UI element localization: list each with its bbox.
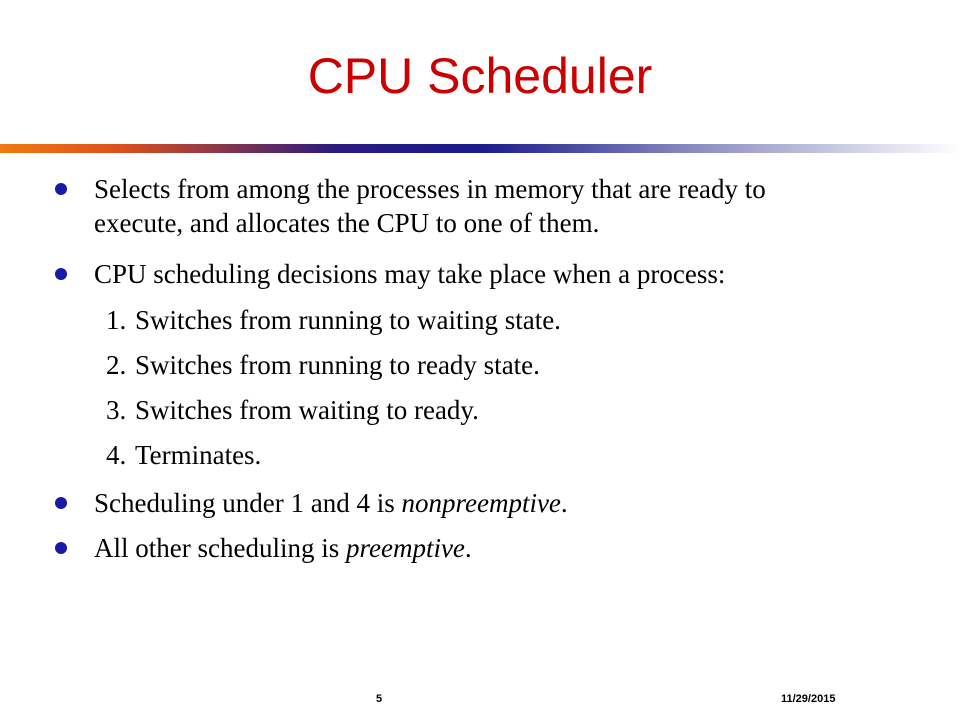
- numbered-item-number: 2.: [106, 350, 127, 380]
- slide-title: CPU Scheduler: [307, 48, 653, 104]
- numbered-item: [106, 302, 906, 339]
- numbered-item: [106, 437, 906, 474]
- bullet-text-line: Selects from among the processes in memory that are ready to: [94, 174, 766, 204]
- bullet-dot-icon: [55, 542, 67, 554]
- bullet-text-line: [94, 485, 914, 522]
- numbered-item-number: 4.: [106, 440, 127, 470]
- numbered-item-number: 1.: [106, 305, 127, 335]
- slide-date: 11/29/2015: [781, 693, 836, 705]
- bullet-text-line: CPU scheduling decisions may take place when a process:: [94, 259, 726, 289]
- bullet-text-line: execute, and allocates the CPU to one of them.: [94, 208, 600, 238]
- numbered-item-text: Terminates.: [135, 440, 262, 470]
- numbered-item-number: 3.: [106, 395, 127, 425]
- numbered-item-text: Switches from running to waiting state.: [135, 305, 561, 335]
- numbered-item: [106, 347, 906, 384]
- numbered-item-text: Switches from running to ready state.: [135, 350, 540, 380]
- bullet-text-plain: .: [560, 488, 568, 518]
- bullet-text-plain: Scheduling under 1 and 4 is: [94, 488, 402, 518]
- bullet-text-emphasis: preemptive: [345, 533, 465, 563]
- bullet-text-plain: All other scheduling is: [94, 533, 346, 563]
- numbered-item: [106, 392, 906, 429]
- bullet-text-emphasis: nonpreemptive: [401, 488, 561, 518]
- bullet-dot-icon: [55, 268, 67, 280]
- bullet-dot-icon: [55, 497, 67, 509]
- bullet-text-plain: .: [464, 533, 472, 563]
- page-number: 5: [376, 693, 383, 705]
- bullet-text-line: [94, 530, 914, 567]
- bullet-dot-icon: [55, 183, 67, 195]
- numbered-item-text: Switches from waiting to ready.: [135, 395, 479, 425]
